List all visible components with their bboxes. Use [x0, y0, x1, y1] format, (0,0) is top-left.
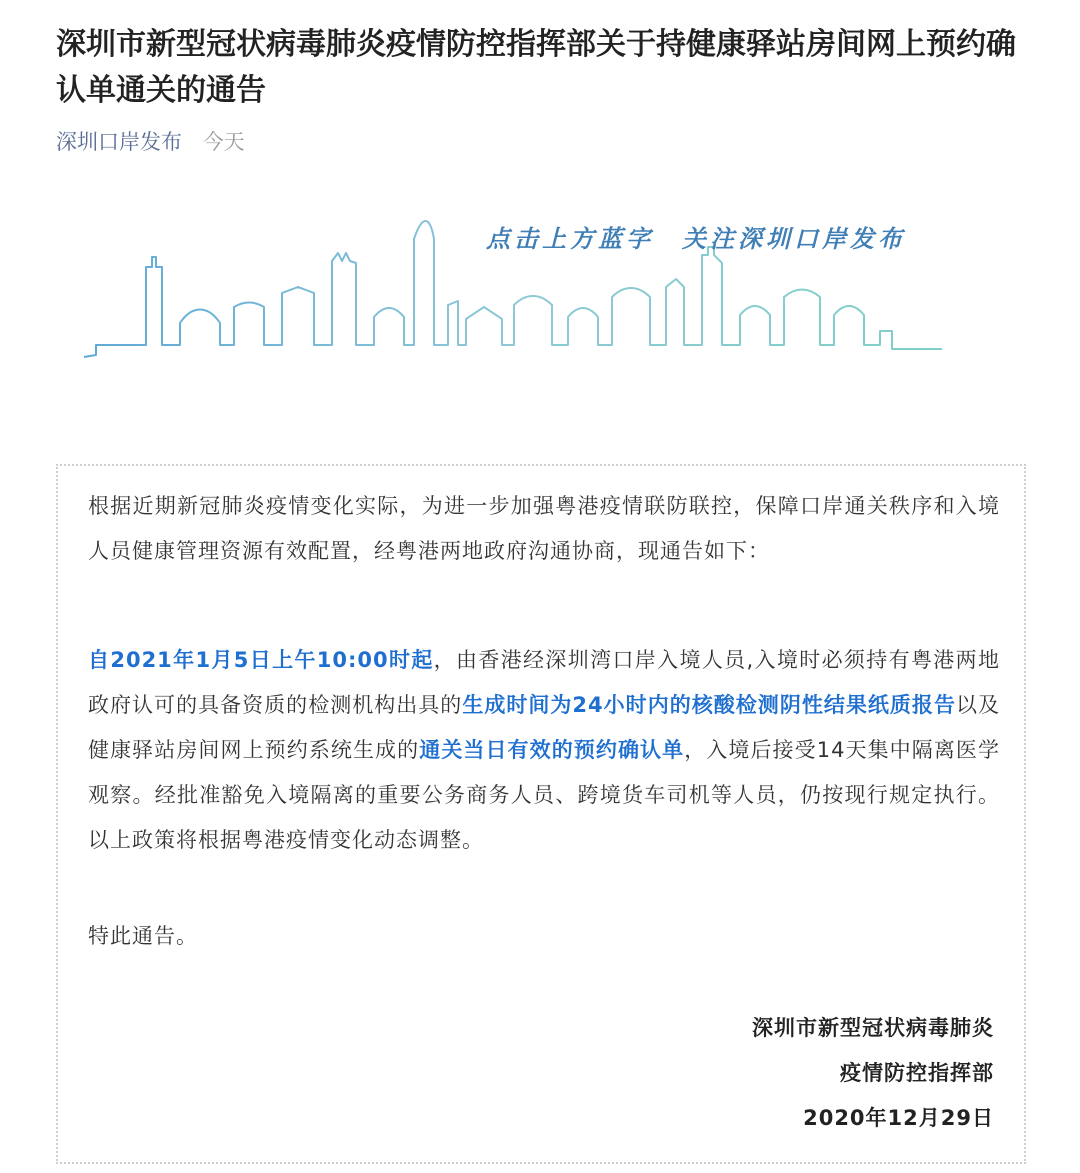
highlight-reservation: 通关当日有效的预约确认单: [419, 738, 685, 762]
policy-text: 以及健康驿站房间网上预约系统生成的: [88, 693, 1001, 762]
article-meta: [56, 126, 245, 158]
notice-intro-paragraph: 根据近期新冠肺炎疫情变化实际，为进一步加强粤港疫情联防联控，保障口岸通关秩序和入境人员健康管理资源有效配置，经粤港两地政府沟通协商，现通告如下：: [88, 494, 1000, 563]
signature-block: [752, 1006, 994, 1141]
highlight-effective-date: 自2021年1月5日上午10:00时起: [88, 648, 434, 672]
account-name-link[interactable]: 深圳口岸发布: [56, 130, 182, 154]
publish-date: 今天: [202, 130, 245, 154]
highlight-test-report: 生成时间为24小时内的核酸检测阴性结果纸质报告: [462, 693, 956, 717]
skyline-banner[interactable]: [84, 205, 954, 375]
notice-box: [56, 464, 1026, 1164]
signature-org-line2: 疫情防控指挥部: [840, 1061, 994, 1085]
article-title: 深圳市新型冠状病毒肺炎疫情防控指挥部关于持健康驿站房间网上预约确认单通关的通告: [56, 27, 1016, 108]
policy-text: ，入境后接受14天集中隔离医学观察。经批准豁免入境隔离的重要公务商务人员、跨境货车司机等人员，仍按现行规定执行。以上政策将根据粤港疫情变化动态调整。: [88, 738, 1001, 852]
notice-policy-paragraph: [88, 638, 1000, 863]
notice-closing: 特此通告。: [88, 924, 198, 948]
policy-text: ，由香港经深圳湾口岸入境人员,入境时必须持有粤港两地政府认可的具备资质的检测机构出具的: [88, 648, 1000, 717]
follow-prompt: 点击上方蓝字 关注深圳口岸发布: [486, 224, 906, 253]
signature-org-line1: 深圳市新型冠状病毒肺炎: [752, 1016, 994, 1040]
signature-date: 2020年12月29日: [803, 1106, 994, 1130]
